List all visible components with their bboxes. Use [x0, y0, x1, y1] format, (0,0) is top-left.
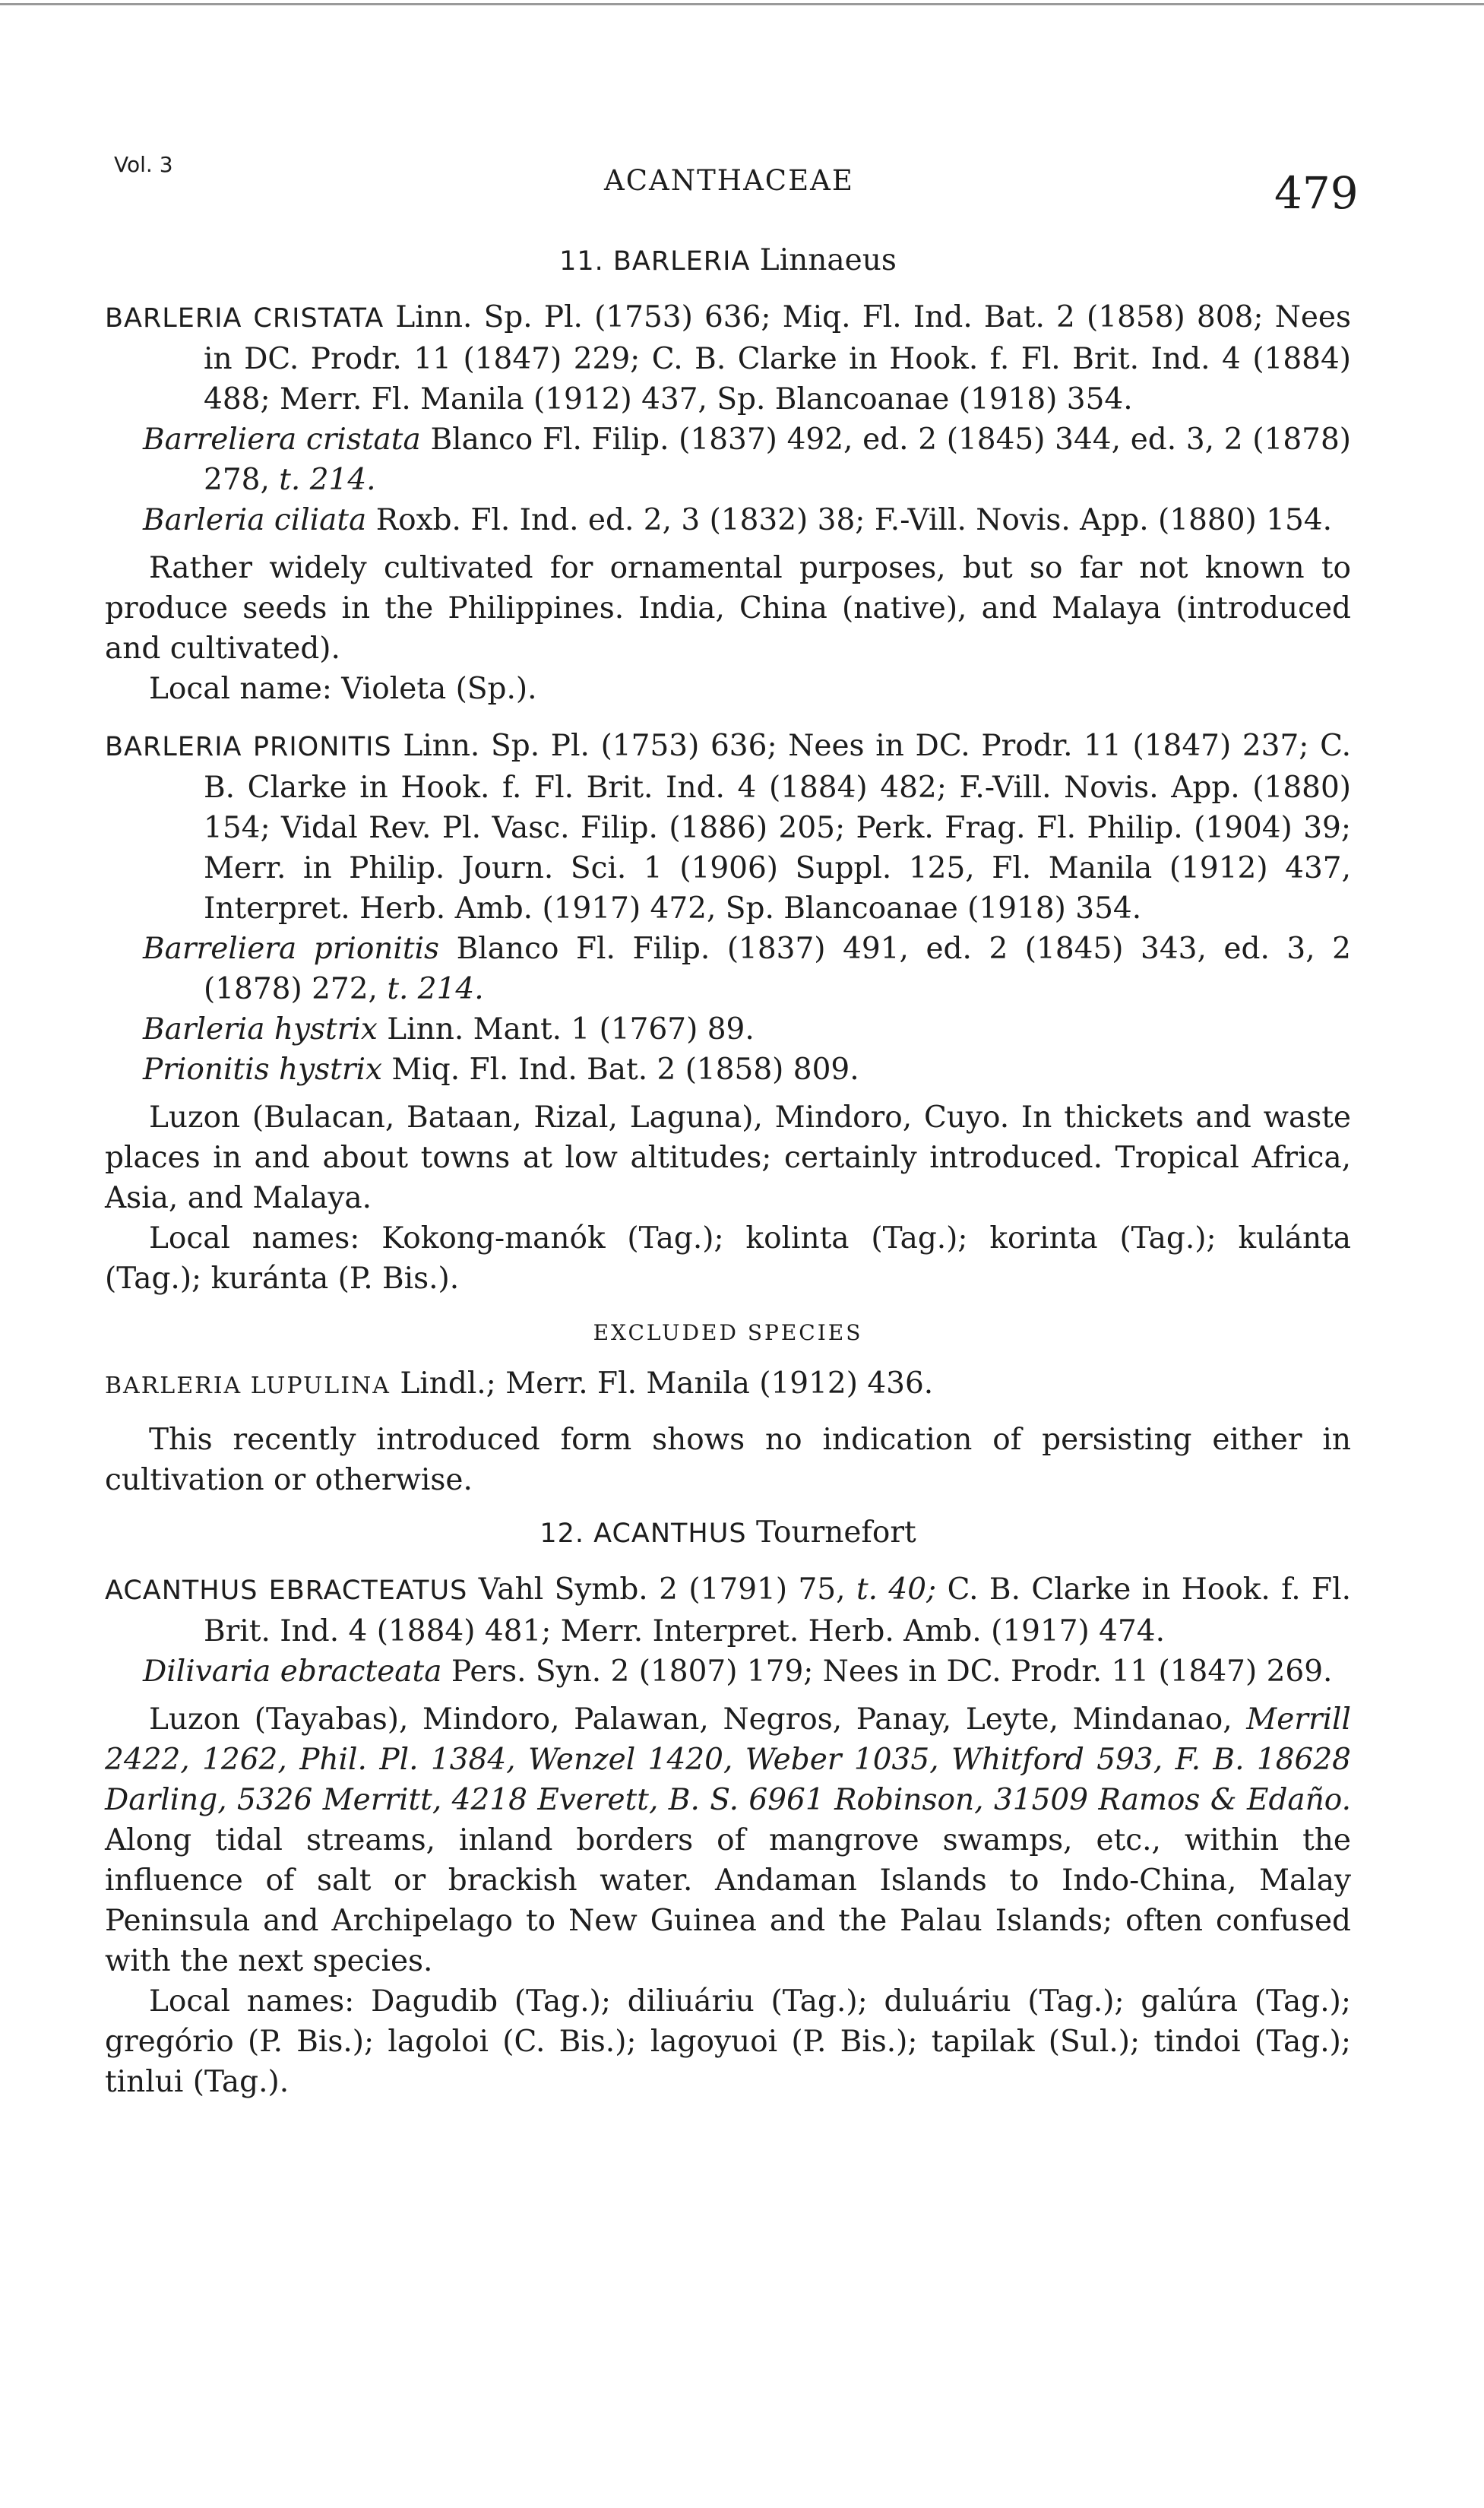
genus-title: 11. BARLERIA — [559, 246, 751, 277]
synonym-citation: Roxb. Fl. Ind. ed. 2, 3 (1832) 38; F.-Vill. Novis. App. (1880) 154. — [375, 503, 1332, 537]
species-citation: Vahl Symb. 2 (1791) 75, — [478, 1572, 846, 1607]
synonym-citation: Linn. Mant. 1 (1767) 89. — [387, 1012, 755, 1047]
synonym — [105, 420, 1351, 500]
species-entry-acanthus-ebracteatus — [105, 1569, 1351, 1651]
page-body — [105, 240, 1351, 2102]
species-citation: Lindl.; Merr. Fl. Manila (1912) 436. — [400, 1366, 934, 1401]
species-entry-barleria-lupulina — [105, 1363, 1351, 1406]
species-name: BARLERIA CRISTATA — [105, 303, 384, 334]
synonym — [105, 1050, 1351, 1090]
distribution: Luzon (Tayabas), Mindoro, Palawan, Negros, Panay, Leyte, Mindanao, — [149, 1702, 1232, 1737]
genus-author: Tournefort — [755, 1515, 916, 1550]
page-number: 479 — [1274, 167, 1359, 219]
plate-reference: t. 214. — [387, 972, 484, 1006]
species-notes: Luzon (Bulacan, Bataan, Rizal, Laguna), Mindoro, Cuyo. In thickets and waste places in and about towns at low altitudes; certainly introduced. Tropical Africa, Asia, and Malaya. — [105, 1100, 1351, 1215]
species-name: BARLERIA PRIONITIS — [105, 732, 392, 762]
habitat: Along tidal streams, inland borders of mangrove swamps, etc., within the influence of salt or brackish water. Andaman Islands to Indo-China, Malay Peninsula and Archipelago to New Guinea and the Palau Islands; often confused with the next species. — [105, 1823, 1351, 1978]
local-names: Local name: Violeta (Sp.). — [149, 672, 537, 706]
plate-reference: t. 40; — [856, 1572, 937, 1607]
synonym-name: Barreliera prionitis — [143, 932, 440, 966]
excluded-species-heading: EXCLUDED SPECIES — [593, 1320, 863, 1345]
species-notes: Rather widely cultivated for ornamental purposes, but so far not known to produce seeds in the Philippines. India, China (native), and Malaya (introduced and cultivated). — [105, 551, 1351, 666]
running-head — [0, 141, 1484, 225]
synonym-citation: Miq. Fl. Ind. Bat. 2 (1858) 809. — [391, 1053, 859, 1087]
plate-reference: t. 214. — [279, 463, 376, 497]
species-notes: This recently introduced form shows no indication of persisting either in cultivation or otherwise. — [105, 1423, 1351, 1497]
volume-label: Vol. 3 — [114, 152, 173, 177]
synonym — [105, 929, 1351, 1009]
genus-title: 12. ACANTHUS — [539, 1518, 747, 1549]
scan-edge-line — [0, 3, 1484, 5]
species-name: ACANTHUS EBRACTEATUS — [105, 1575, 468, 1606]
synonym-name: Barleria ciliata — [143, 503, 367, 537]
synonym-citation: Blanco Fl. Filip. (1837) 491, ed. 2 (1845) 343, ed. 3, 2 (1878) 272, — [204, 932, 1351, 1006]
species-entry-barleria-cristata — [105, 297, 1351, 420]
synonym-name: Barreliera cristata — [143, 423, 421, 457]
synonym-name: Dilivaria ebracteata — [143, 1655, 442, 1689]
species-name: BARLERIA LUPULINA — [105, 1373, 391, 1399]
synonym-citation: Blanco Fl. Filip. (1837) 492, ed. 2 (1845) 344, ed. 3, 2 (1878) 278, — [204, 423, 1351, 497]
synonym — [105, 1009, 1351, 1050]
specimen-list: Merrill 2422, 1262, Phil. Pl. 1384, Wenzel 1420, Weber 1035, Whitford 593, F. B. 18628 Darling, 5326 Merritt, 4218 Everett, B. S. 6961 Robinson, 31509 Ramos & Edaño. — [105, 1702, 1351, 1817]
genus-heading-acanthus — [105, 1512, 1351, 1554]
synonym — [105, 1651, 1351, 1692]
species-entry-barleria-prionitis — [105, 726, 1351, 929]
spacer — [105, 709, 1351, 726]
local-names: Local names: Dagudib (Tag.); diliuáriu (Tag.); duluáriu (Tag.); galúra (Tag.); gregório (P. Bis.); lagoloi (C. Bis.); lagoyuoi (P. Bis.); tapilak (Sul.); tindoi (Tag.); tinlui (Tag.). — [105, 1984, 1351, 2099]
synonym — [105, 500, 1351, 540]
local-names: Local names: Kokong-manók (Tag.); kolinta (Tag.); korinta (Tag.); kulánta (Tag.); kuránta (P. Bis.). — [105, 1221, 1351, 1296]
synonym-name: Barleria hystrix — [143, 1012, 378, 1047]
species-citation: Linn. Sp. Pl. (1753) 636; Miq. Fl. Ind. Bat. 2 (1858) 808; Nees in DC. Prodr. 11 (1847) 229; C. B. Clarke in Hook. f. Fl. Brit. Ind. 4 (1884) 488; Merr. Fl. Manila (1912) 437, Sp. Blancoanae (1918) 354. — [204, 300, 1351, 416]
species-citation: Linn. Sp. Pl. (1753) 636; Nees in DC. Prodr. 11 (1847) 237; C. B. Clarke in Hook. f. Fl. Brit. Ind. 4 (1884) 482; F.-Vill. Novis. App. (1880) 154; Vidal Rev. Pl. Vasc. Filip. (1886) 205; Perk. Frag. Fl. Philip. (1904) 39; Merr. in Philip. Journ. Sci. 1 (1906) Suppl. 125, Fl. Manila (1912) 437, Interpret. Herb. Amb. (1917) 472, Sp. Blancoanae (1918) 354. — [204, 729, 1351, 926]
genus-heading-barleria — [105, 240, 1351, 282]
synonym-citation: Pers. Syn. 2 (1807) 179; Nees in DC. Prodr. 11 (1847) 269. — [451, 1655, 1333, 1689]
genus-author: Linnaeus — [759, 243, 897, 277]
species-notes — [105, 1699, 1351, 1981]
synonym-name: Prionitis hystrix — [143, 1053, 382, 1087]
species-citation-continued: C. B. Clarke in Hook. f. Fl. Brit. Ind. 4 (1884) 481; Merr. Interpret. Herb. Amb. (1917) 474. — [204, 1572, 1351, 1648]
family-title: ACANTHACEAE — [604, 164, 854, 197]
